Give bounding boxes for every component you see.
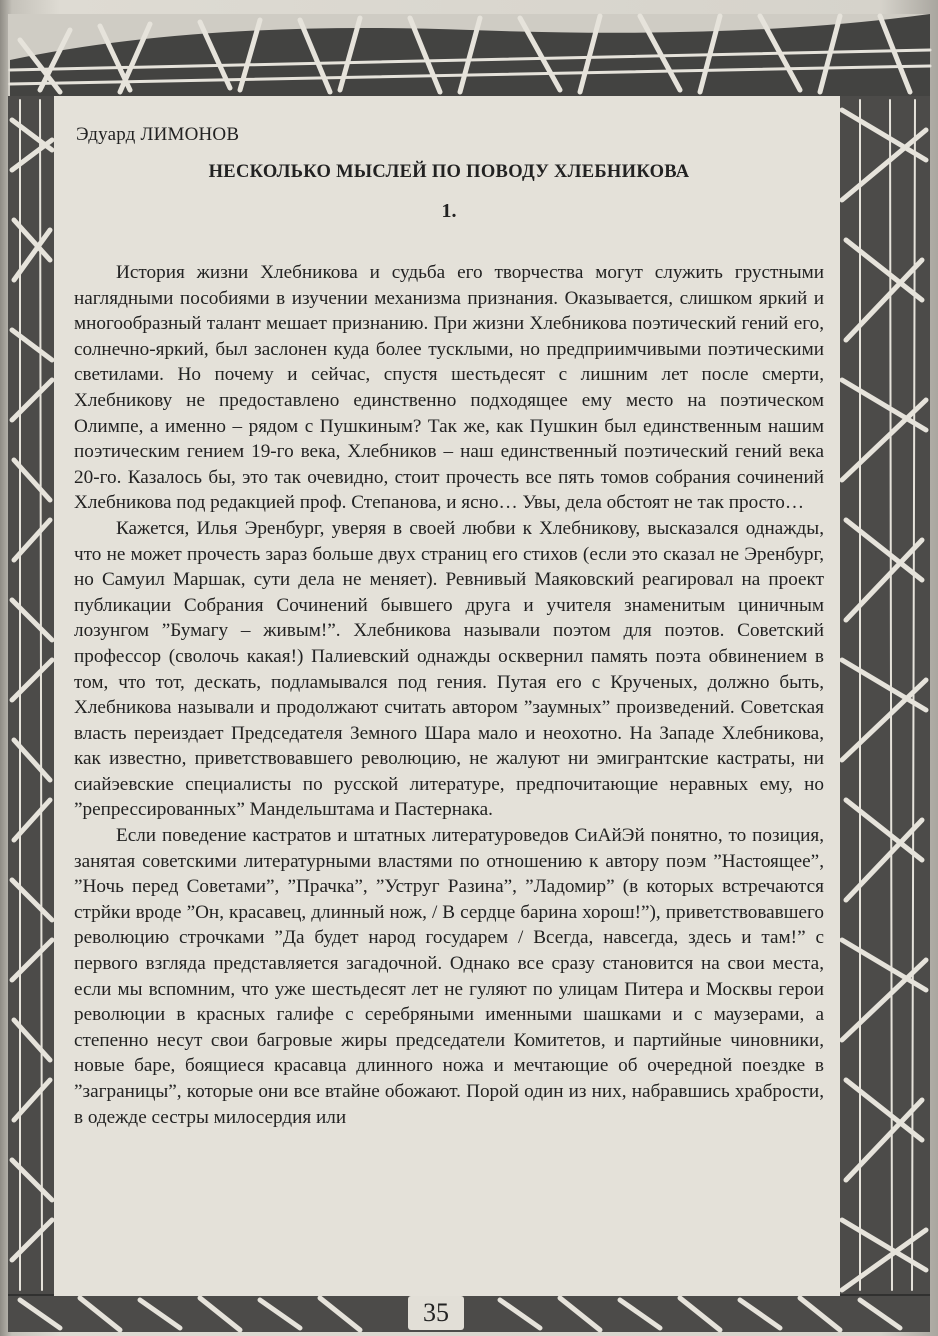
author-name: Эдуард ЛИМОНОВ [76, 124, 240, 145]
page-number: 35 [408, 1296, 464, 1330]
paragraph: Если поведение кастратов и штатных литературоведов СиАйЭй понятно, то позиция, занятая советскими литературными властями по отношению к автору поэм ”Настоящее”, ”Ночь перед Советами”, ”Прачка”, ”Уструг Разина”, ”Ладомир” (в которых встречаются стрйки вроде ”Он, красавец, длинный нож, / В сердце барина хорош!”), приветствовавшего революцию строчками ”Да будет народ государем / Всегда, навсегда, здесь и там!” с первого взгляда представляется загадочной. Однако все сразу становится на свои места, если мы вспомним, что уже шестьдесят лет не гуляют по улицам Питера и Москвы герои революции в красных галифе с серебряными именными шашками и с маузерами, а степенно несут свои багровые жиры председатели Комитетов, и партийные чиновники, новые баре, боящиеся красавца длинного ножа и мечтающие об очередной поездке в ”заграницы”, которые они все втайне обожают. Порой один из них, набравшись храбрости, в одежде сестры милосердия или [74, 825, 824, 1128]
paragraph: Кажется, Илья Эренбург, уверяя в своей любви к Хлебникову, высказался однажды, что не может прочесть зараз больше двух страниц его стихов (если это сказал не Эренбург, но Самуил Маршак, сути дела не меняет). Ревнивый Маяковский реагировал на проект публикации Собрания Сочинений бывшего друга и учителя знаменитым циничным лозунгом ”Бумагу – живым!”. Хлебникова называли поэтом для поэтов. Советский профессор (сволочь какая!) Палиевский однажды осквернил память поэта обвинением в том, что тот, дескать, подламывался под гения. Путая его с Крученых, должно быть, Хлебникова называли и продолжают считать автором ”заумных” произведений. Советская власть переиздает Председателя Земного Шара мало и неохотно. На Западе Хлебникова, как известно, приветствовавшего революцию, не жалуют ни эмигрантские кастраты, ни сиайэевские специалисты по русской литературе, предпочитающие неравных ему, но ”репрессированных” Мандельштама и Пастернака. [74, 517, 824, 821]
article-title: НЕСКОЛЬКО МЫСЛЕЙ ПО ПОВОДУ ХЛЕБНИКОВА [208, 162, 690, 182]
article-body [74, 260, 824, 1130]
article [74, 118, 824, 1130]
text-panel [56, 98, 838, 1294]
section-number: 1. [441, 200, 457, 222]
paragraph: История жизни Хлебникова и судьба его творчества могут служить грустными наглядными пособиями в изучении механизма признания. Оказывается, слишком яркий и многообразный талант мешает признанию. При жизни Хлебникова поэтический гений его, солнечно-яркий, был заслонен куда более тусклыми, но предприимчивыми поэтическими светилами. Но почему и сейчас, спустя шестьдесят с лишним лет после смерти, Хлебникову не предоставлено единственно подходящее ему место на поэтическом Олимпе, а именно – рядом с Пушкиным? Так же, как Пушкин был единственным нашим поэтическим гением 19-го века, Хлебников – наш единственный поэтический гений века 20-го. Казалось бы, это так очевидно, стоит прочесть все пять томов собрания сочинений Хлебникова под редакцией проф. Степанова, и ясно… Увы, дела обстоят не так просто… [74, 262, 824, 514]
